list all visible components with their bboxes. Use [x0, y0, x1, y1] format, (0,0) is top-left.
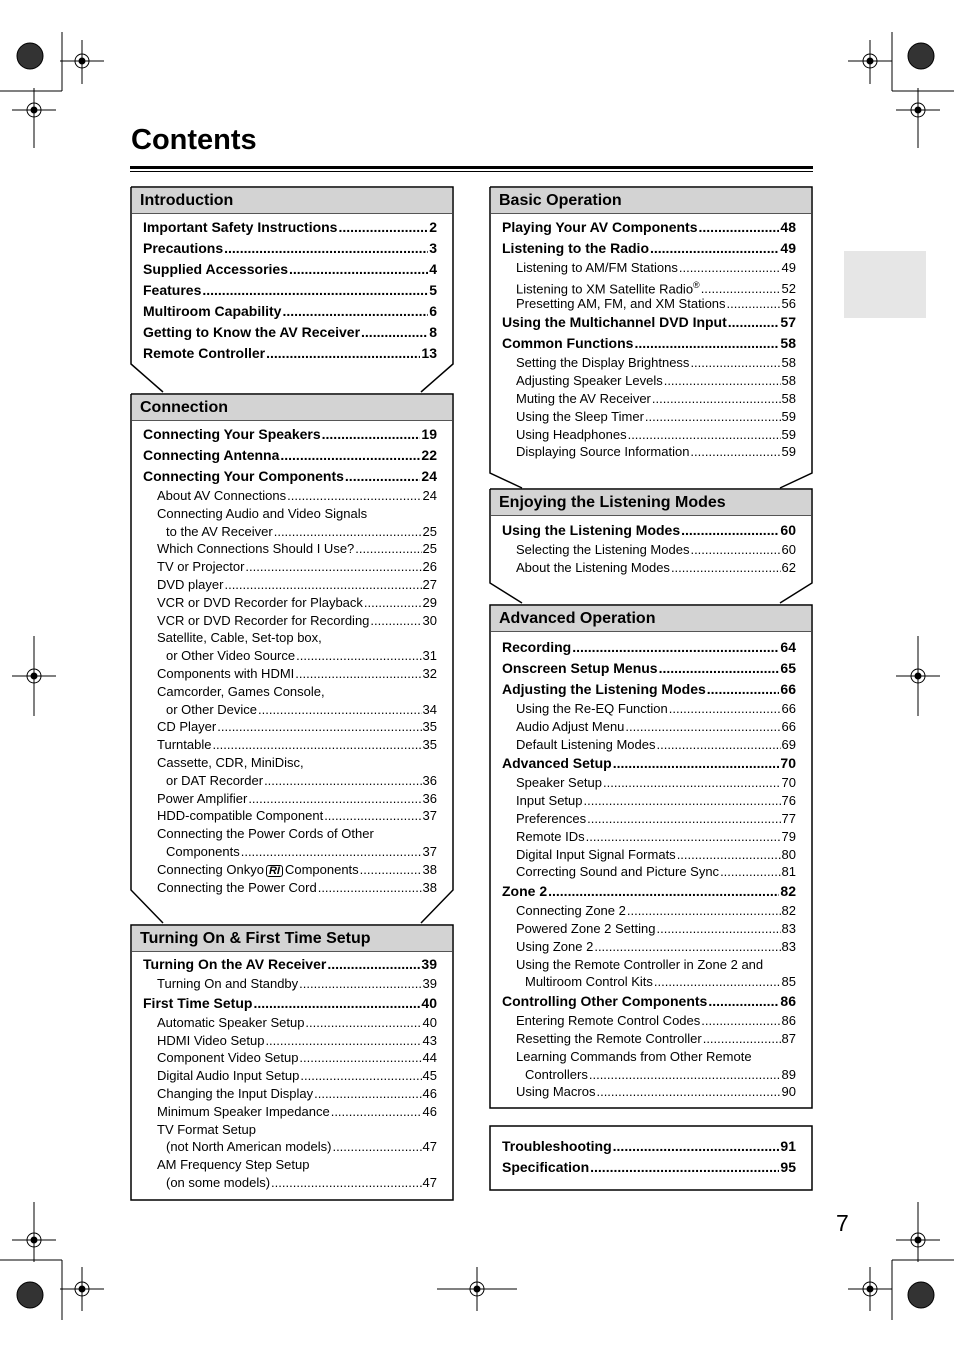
toc-subentry-line: Cassette, CDR, MiniDisc,	[157, 754, 304, 770]
toc-subentry[interactable]: CD Player ..... 35	[143, 718, 437, 736]
toc-subentry[interactable]: Components ..... 37	[143, 843, 437, 861]
toc-subentry[interactable]: to the AV Receiver ..... 25	[143, 523, 437, 541]
toc-entry[interactable]: Zone 2 ..... 82	[502, 881, 796, 902]
side-tab	[844, 251, 926, 318]
toc-entry[interactable]: Connecting Antenna ..... 22	[143, 445, 437, 466]
toc-subentry[interactable]: Digital Audio Input Setup ..... 45	[143, 1067, 437, 1085]
title-rule-thick	[130, 166, 813, 169]
toc-subentry[interactable]: Speaker Setup ..... 70	[502, 774, 796, 792]
toc-subentry[interactable]: Using Headphones ..... 59	[502, 426, 796, 444]
toc-subentry[interactable]: HDMI Video Setup ..... 43	[143, 1032, 437, 1050]
toc-subentry[interactable]: Using the Sleep Timer ..... 59	[502, 408, 796, 426]
section-heading: Enjoying the Listening Modes	[491, 490, 811, 516]
toc-entry[interactable]: Using the Listening Modes ..... 60	[502, 520, 796, 541]
toc-subentry[interactable]: Multiroom Control Kits ..... 85	[502, 973, 796, 991]
toc-subentry[interactable]: Controllers ..... 89	[502, 1066, 796, 1084]
toc-entry[interactable]: Troubleshooting ..... 91	[502, 1136, 796, 1157]
toc-subentry[interactable]: VCR or DVD Recorder for Recording ..... 30	[143, 612, 437, 630]
toc-subentry[interactable]: Setting the Display Brightness ..... 58	[502, 354, 796, 372]
toc-entry[interactable]: Controlling Other Components ..... 86	[502, 991, 796, 1012]
toc-subentry[interactable]: or DAT Recorder ..... 36	[143, 772, 437, 790]
toc-entry[interactable]: First Time Setup ..... 40	[143, 993, 437, 1014]
toc-entry[interactable]: Onscreen Setup Menus ..... 65	[502, 658, 796, 679]
toc-subentry-line: Connecting Audio and Video Signals	[157, 505, 368, 521]
toc-subentry[interactable]: Listening to XM Satellite Radio® ..... 52	[502, 277, 796, 295]
toc-subentry[interactable]: Displaying Source Information ..... 59	[502, 443, 796, 461]
toc-entry[interactable]: Adjusting the Listening Modes ..... 66	[502, 679, 796, 700]
toc-subentry[interactable]: TV or Projector ..... 26	[143, 558, 437, 576]
toc-subentry[interactable]: Turntable ..... 35	[143, 736, 437, 754]
toc-subentry[interactable]: HDD-compatible Component ..... 37	[143, 807, 437, 825]
section-connection	[130, 393, 454, 924]
section-turning-on	[130, 924, 454, 1201]
toc-subentry[interactable]: Minimum Speaker Impedance ..... 46	[143, 1103, 437, 1121]
toc-subentry[interactable]: Resetting the Remote Controller ..... 87	[502, 1030, 796, 1048]
toc-subentry[interactable]: Which Connections Should I Use? ..... 25	[143, 540, 437, 558]
toc-entry[interactable]: Features ..... 5	[143, 280, 437, 301]
toc-entry[interactable]: Connecting Your Components ..... 24	[143, 466, 437, 487]
toc-subentry[interactable]: Listening to AM/FM Stations ..... 49	[502, 259, 796, 277]
toc-entry[interactable]: Multiroom Capability ..... 6	[143, 301, 437, 322]
section-listening-modes	[489, 488, 813, 604]
toc-subentry[interactable]: Preferences ..... 77	[502, 810, 796, 828]
toc-subentry-line: Connecting the Power Cords of Other	[157, 826, 374, 842]
toc-entry[interactable]: Connecting Your Speakers ..... 19	[143, 424, 437, 445]
section-heading: Turning On & First Time Setup	[132, 926, 452, 952]
toc-subentry[interactable]: (on some models) ..... 47	[143, 1174, 437, 1192]
toc-subentry-line: Learning Commands from Other Remote	[516, 1048, 752, 1064]
section-introduction	[130, 186, 454, 393]
toc-subentry[interactable]: Connecting the Power Cord ..... 38	[143, 879, 437, 897]
toc-entry[interactable]: Common Functions ..... 58	[502, 333, 796, 354]
toc-entry[interactable]: Remote Controller ..... 13	[143, 343, 437, 364]
toc-subentry[interactable]: Audio Adjust Menu ..... 66	[502, 718, 796, 736]
toc-entry[interactable]: Precautions ..... 3	[143, 238, 437, 259]
toc-subentry-line: Using the Remote Controller in Zone 2 and	[516, 956, 764, 972]
toc-entry[interactable]: Specification ..... 95	[502, 1157, 796, 1178]
section-heading: Advanced Operation	[491, 606, 811, 632]
toc-subentry[interactable]: VCR or DVD Recorder for Playback ..... 29	[143, 594, 437, 612]
section-misc	[489, 1125, 813, 1191]
toc-subentry[interactable]: About the Listening Modes ..... 62	[502, 559, 796, 577]
toc-subentry[interactable]: About AV Connections ..... 24	[143, 487, 437, 505]
toc-entry[interactable]: Supplied Accessories ..... 4	[143, 259, 437, 280]
toc-subentry[interactable]: Turning On and Standby ..... 39	[143, 975, 437, 993]
toc-subentry[interactable]: or Other Video Source ..... 31	[143, 647, 437, 665]
toc-subentry-line: AM Frequency Step Setup	[157, 1157, 310, 1173]
toc-subentry[interactable]: Selecting the Listening Modes ..... 60	[502, 541, 796, 559]
toc-entry[interactable]: Advanced Setup ..... 70	[502, 753, 796, 774]
toc-subentry-line: TV Format Setup	[157, 1121, 256, 1137]
toc-subentry-line: Camcorder, Games Console,	[157, 683, 325, 699]
toc-subentry[interactable]: Powered Zone 2 Setting ..... 83	[502, 920, 796, 938]
toc-subentry[interactable]: (not North American models) ..... 47	[143, 1138, 437, 1156]
toc-subentry[interactable]: Connecting Onkyo RI Components ..... 38	[143, 861, 437, 879]
ri-logo-icon: RI	[266, 865, 283, 877]
toc-subentry[interactable]: Correcting Sound and Picture Sync ..... 81	[502, 863, 796, 881]
title-rule-thin	[130, 171, 813, 172]
toc-subentry[interactable]: Using the Re-EQ Function ..... 66	[502, 700, 796, 718]
toc-entry[interactable]: Playing Your AV Components ..... 48	[502, 217, 796, 238]
toc-subentry[interactable]: DVD player ..... 27	[143, 576, 437, 594]
toc-entry[interactable]: Recording ..... 64	[502, 637, 796, 658]
toc-subentry[interactable]: Muting the AV Receiver ..... 58	[502, 390, 796, 408]
toc-subentry[interactable]: Digital Input Signal Formats ..... 80	[502, 846, 796, 864]
toc-subentry[interactable]: Entering Remote Control Codes ..... 86	[502, 1012, 796, 1030]
toc-subentry[interactable]: Using Macros ..... 90	[502, 1083, 796, 1101]
toc-subentry[interactable]: Automatic Speaker Setup ..... 40	[143, 1014, 437, 1032]
toc-subentry[interactable]: Connecting Zone 2 ..... 82	[502, 902, 796, 920]
section-advanced-operation	[489, 604, 813, 1109]
toc-subentry[interactable]: Power Amplifier ..... 36	[143, 790, 437, 808]
toc-subentry[interactable]: Remote IDs ..... 79	[502, 828, 796, 846]
section-basic-operation	[489, 186, 813, 489]
page-number: 7	[836, 1210, 849, 1236]
toc-entry[interactable]: Turning On the AV Receiver ..... 39	[143, 954, 437, 975]
section-heading: Basic Operation	[491, 188, 811, 214]
toc-entry[interactable]: Getting to Know the AV Receiver ..... 8	[143, 322, 437, 343]
section-heading: Introduction	[132, 188, 452, 214]
toc-entry[interactable]: Important Safety Instructions ..... 2	[143, 217, 437, 238]
toc-subentry[interactable]: Presetting AM, FM, and XM Stations ..... 56	[502, 295, 796, 313]
toc-subentry[interactable]: Input Setup ..... 76	[502, 792, 796, 810]
page-title: Contents	[131, 124, 257, 156]
toc-subentry[interactable]: Default Listening Modes ..... 69	[502, 736, 796, 754]
toc-subentry[interactable]: Changing the Input Display ..... 46	[143, 1085, 437, 1103]
toc-entry[interactable]: Listening to the Radio ..... 49	[502, 238, 796, 259]
toc-subentry[interactable]: Component Video Setup ..... 44	[143, 1049, 437, 1067]
toc-entry[interactable]: Using the Multichannel DVD Input ..... 57	[502, 312, 796, 333]
toc-subentry[interactable]: Components with HDMI ..... 32	[143, 665, 437, 683]
toc-subentry-line: Satellite, Cable, Set-top box,	[157, 630, 322, 646]
toc-subentry[interactable]: Using Zone 2 ..... 83	[502, 938, 796, 956]
toc-subentry[interactable]: or Other Device ..... 34	[143, 701, 437, 719]
section-heading: Connection	[132, 395, 452, 421]
toc-subentry[interactable]: Adjusting Speaker Levels ..... 58	[502, 372, 796, 390]
